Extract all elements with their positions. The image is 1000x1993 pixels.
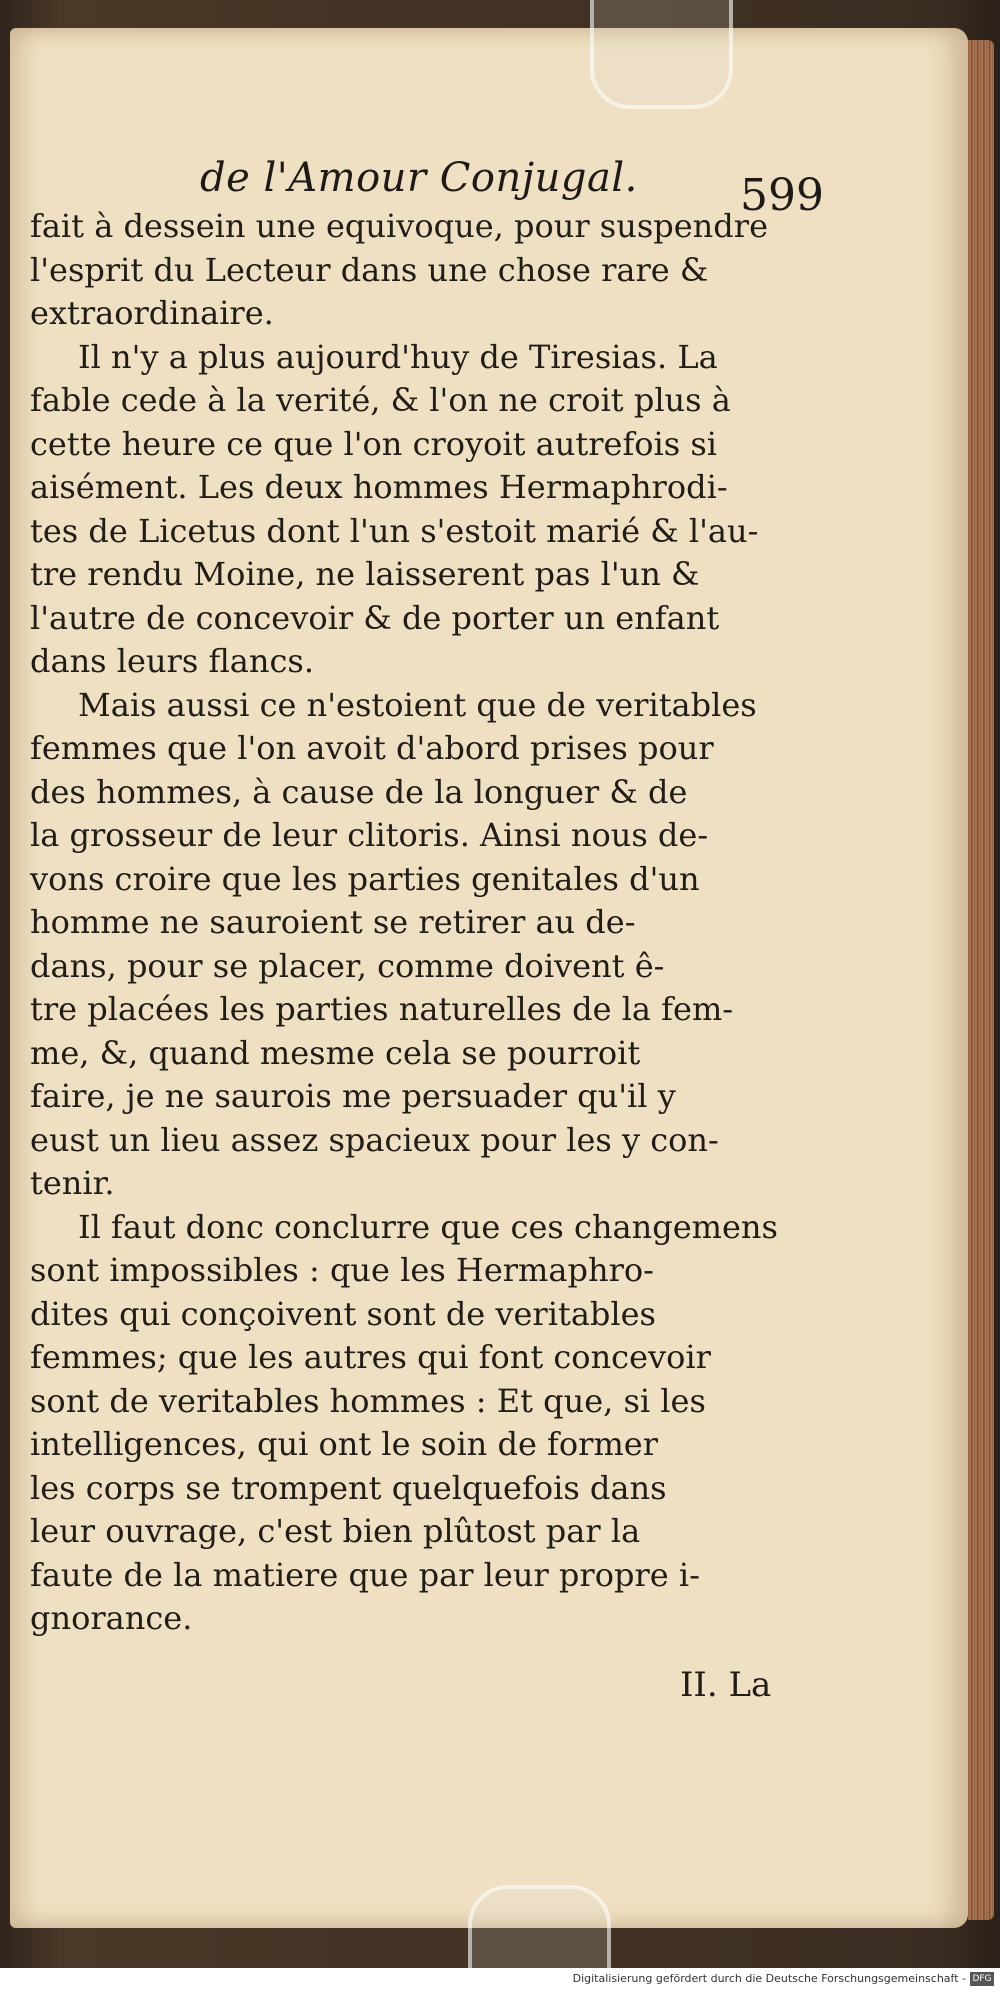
text-line: faute de la matiere que par leur propre i- [30, 1555, 700, 1594]
footer-credit: Digitalisierung gefördert durch die Deutsche Forschungsgemeinschaft - [572, 1972, 966, 1985]
text-line: cette heure ce que l'on croyoit autrefois si [30, 424, 718, 463]
text-line: gnorance. [30, 1599, 193, 1637]
text-line: Il n'y a plus aujourd'huy de Tiresias. La [78, 337, 718, 376]
page-clip-top [590, 0, 733, 109]
text-line: Mais aussi ce n'estoient que de veritables [78, 685, 757, 724]
text-line: les corps se trompent quelquefois dans [30, 1468, 667, 1507]
text-line: fable cede à la verité, & l'on ne croit plus à [30, 381, 731, 419]
text-line: leur ouvrage, c'est bien plûtost par la [30, 1512, 641, 1550]
page-text [30, 205, 820, 1641]
text-line: Il faut donc conclurre que ces changemens [78, 1207, 778, 1246]
dfg-logo: DFG [970, 1972, 994, 1986]
text-line: tre placées les parties naturelles de la fem- [30, 990, 734, 1028]
text-line: me, &, quand mesme cela se pourroit [30, 1033, 641, 1072]
text-line: faire, je ne saurois me persuader qu'il y [30, 1077, 676, 1115]
page-edge [968, 40, 994, 1920]
text-line: dans, pour se placer, comme doivent ê- [30, 946, 665, 985]
text-line: eust un lieu assez spacieux pour les y con- [30, 1120, 719, 1159]
text-line: dans leurs flancs. [30, 642, 314, 680]
running-title: de l'Amour Conjugal. [200, 155, 638, 201]
text-line: l'esprit du Lecteur dans une chose rare & [30, 250, 709, 289]
catchword: II. La [680, 1665, 772, 1705]
text-line: intelligences, qui ont le soin de former [30, 1425, 659, 1463]
text-line: tenir. [30, 1164, 115, 1202]
text-line: la grosseur de leur clitoris. Ainsi nous de- [30, 816, 709, 854]
text-line: tes de Licetus dont l'un s'estoit marié & l'au- [30, 511, 759, 550]
text-line: l'autre de concevoir & de porter un enfant [30, 598, 720, 637]
text-line: sont de veritables hommes : Et que, si les [30, 1381, 706, 1420]
text-line: homme ne sauroient se retirer au de- [30, 903, 636, 941]
page-number: 599 [740, 170, 824, 221]
text-line: tre rendu Moine, ne laisserent pas l'un & [30, 555, 700, 593]
digitization-footer [0, 1968, 1000, 1993]
text-line: vons croire que les parties genitales d'un [30, 859, 700, 898]
text-line: sont impossibles : que les Hermaphro- [30, 1251, 654, 1289]
text-line: des hommes, à cause de la longuer & de [30, 772, 688, 811]
text-line: femmes que l'on avoit d'abord prises pour [30, 729, 714, 767]
text-line: fait à dessein une equivoque, pour suspendre [30, 207, 768, 245]
text-line: dites qui conçoivent sont de veritables [30, 1294, 656, 1333]
text-line: aisément. Les deux hommes Hermaphrodi- [30, 468, 728, 506]
text-line: femmes; que les autres qui font concevoir [30, 1338, 711, 1376]
text-line: extraordinaire. [30, 294, 274, 332]
